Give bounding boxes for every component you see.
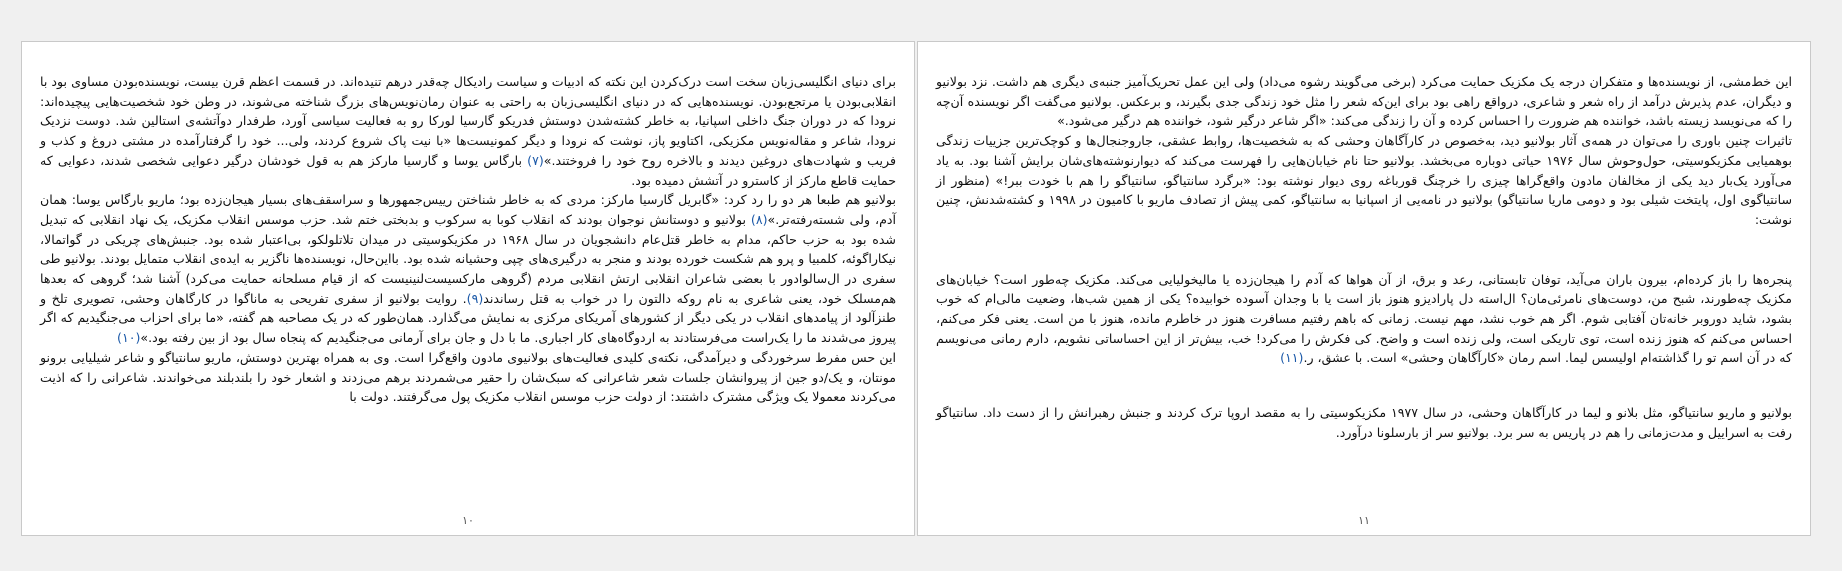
footnote-ref-8[interactable]: (۸) [750, 211, 768, 227]
footnote-ref-9[interactable]: (۹) [466, 290, 484, 306]
paragraph: این خط‌مشی، از نویسنده‌ها و متفکران درجه یک مکزیک حمایت می‌کرد (برخی می‌گویند رشوه می‌داد) ولی این عمل تحریک‌آمیز جنبه‌ی دیگری هم داشت. نزد بولانیو و دیگران، عدم پذیرش درآمد از راه شعر و شاعری، درواقع راهی بود برای این‌که شعر را مثل خود زندگی جدی بگیرند، و برعکس. بولانیو می‌گفت اگر نویسنده آن‌چه را که می‌نویسد زیسته باشد، خواننده هم ضرورت را احساس کرده و آن را زندگی می‌کند: «اگر شاعر درگیر شود، خواننده هم درگیر می‌شود.» [936, 74, 1792, 129]
paragraph: برای دنیای انگلیسی‌زبان سخت است درک‌کردن این نکته که ادبیات و سیاست رادیکال چه‌قدر درهم تنیده‌اند. در قسمت اعظم قرن بیست، نویسنده‌بودن مساوی بود با انقلابی‌بودن یا مرتجع‌بودن. نویسنده‌هایی که در دنیای انگلیسی‌زبان به راحتی به عنوان رمان‌نویس‌های بزرگ شناخته می‌شوند، در وطن خود شخصیت‌هایی پیچیده‌اند: نرودا که در دوران جنگ داخلی اسپانیا، به خاطر کشته‌شدن دوستش فدریکو گارسیا لورکا رو به فعالیت سیاسی آورد، طرفدار دوآتشه‌ی استالین شد. دوست نزدیک نرودا، شاعر و مقاله‌نویس مکزیکی، اکتاویو پاز، نوشت که نرودا و دیگر کمونیست‌ها «با نیت پاک شروع کردند، ولی... خود را گرفتارآمده در مشتی دروغ و کذب و فریب و شهادت‌های دروغین دیدند و بالاخره روح خود را فروختند.»(۷) بارگاس یوسا و گارسیا مارکز هم به قول خودشان درگیر دعوایی شخصی شدند، دعوایی که حمایت قاطع مارکز از کاسترو در آتشش دمیده بود. [40, 74, 897, 188]
paragraph: این حس مفرط سرخوردگی و دیرآمدگی، نکته‌ی کلیدی فعالیت‌های بولانیوی مادون واقع‌گرا است. وی به همراه بهترین دوستش، ماریو سانتیاگو و شاعر شیلیایی برونو مونتان، و یک/دو جین از پیروانشان جلسات شعر شاعرانی که سبک‌شان را حقیر می‌شمردند برهم می‌زدند و اشعار خود را بلندبلند می‌خواندند. شاعرانی را که اذیت می‌کردند معمولا یک ویژگی مشترک داشتند: از دولت حزب موسس انقلاب مکزیک پول می‌گرفتند. دولت با [40, 349, 896, 405]
page-10 [21, 41, 915, 536]
footnote-ref-7[interactable]: (۷) [527, 152, 544, 168]
paragraph: بولانیو و ماریو سانتیاگو، مثل بلانو و لیما در کارآگاهان وحشی، در سال ۱۹۷۷ مکزیکوسیتی را به مقصد اروپا ترک کردند و جنبش رهبرانش را از دست داد. سانتیاگو رفت به اسراییل و مدت‌زمانی را هم در پاریس به سر برد. بولانیو سر از بارسلونا درآورد. [936, 405, 1792, 440]
paragraph: تاثیرات چنین باوری را می‌توان در همه‌ی آثار بولانیو دید، به‌خصوص در کارآگاهان وحشی که به شخصیت‌ها، روابط عشقی، جاروجنجال‌ها و کوچک‌ترین جزییات زندگی بوهمیایی مکزیکوسیتی، حول‌وحوش سال ۱۹۷۶ حیاتی دوباره می‌بخشد. بولانیو حتا نام خیابان‌هایی را فهرست می‌کند که دیوارنوشته‌های‌شان برایش آشنا بود. به یاد می‌آورد یک‌بار دید یکی از مخالفان مادون واقع‌گراها چیزی را خرچنگ قورباغه روی دیوار نوشته بود: «برگرد سانتیاگو، سانتیاگو را هم با خودت ببر!» (منظور از سانتیاگوی اول، پایتخت شیلی بود و دومی ماریا سانتیاگو) بولانیو در نامه‌یی از اسپانیا به سانتیاگو، کمی پیش از تصادف ماریو با کامیون در ۱۹۹۸ و کشته‌شدنش، چنین نوشت: [936, 133, 1792, 227]
footnote-ref-10[interactable]: (۱۰) [117, 330, 141, 346]
page-11 [917, 41, 1811, 536]
page-number: ۱۱ [1358, 514, 1370, 527]
page-number: ۱۰ [462, 514, 474, 527]
page-10-text [40, 72, 896, 407]
footnote-ref-11[interactable]: (۱۱) [1280, 350, 1304, 366]
block-quote: پنجره‌ها را باز کرده‌ام، بیرون باران می‌آید، توفان تابستانی، رعد و برق، از آن هواها که آدم را هیجان‌زده یا مالیخولیایی می‌کند. مکزیک چه‌طور است؟ خیابان‌های مکزیک چه‌طورند، شبح من، دوست‌های نامرئی‌مان؟ ال‌استه دل پارادیزو هنوز باز است یا با وجدان آسوده خوابیده؟ یکی از همین شب‌ها، وضعیت مالی‌ام که خوب بشود، شاید دوروبر خانه‌تان آفتابی شوم. اگر هم خوب نشد، مهم نیست. زمانی که باهم رفتیم مسافرت هنوز در خاطرم مانده، هنوز با من است. یعنی فکر می‌کنم، احساس می‌کنم که هنوز زنده است، توی تاریکی است، ولی زنده است و واضح. کی فکرش را می‌کرد! خب، بیش‌تر از این احساساتی نشویم، دارم رمانی می‌نویسم که در آن اسم تو را گذاشته‌ام اولیسس لیما. اسم رمان «کارآگاهان وحشی» است. با عشق، ر.(۱۱) [936, 271, 1792, 366]
paragraph: بولانیو هم طبعا هر دو را رد کرد: «گابریل گارسیا مارکز: مردی که به خاطر شناختن رییس‌جمهورها و سراسقف‌های بسیار هیجان‌زده بود؛ ماریو بارگاس یوسا: همان آدم، ولی شسته‌رفته‌تر.»(۸) بولانیو و دوستانش نوجوان بودند که انقلاب کوبا به سرکوب و بدبختی ختم شد. حزب موسس انقلاب مکزیک، یک نهاد انقلابی که تبدیل شده بود به حزب حاکم، مدام به خاطر قتل‌عام دانشجویان در سال ۱۹۶۸ در مکزیکوسیتی در میدان تلاتلولکو، بی‌اعتبار شده بود. جنبش‌های چریکی در گواتمالا، نیکاراگوئه، کلمبیا و پرو هم شکست خورده بودند و منجر به درگیری‌های چپی وحشیانه شده بود. بااین‌حال، نویسنده‌ها ناگزیر به ایده‌ی انقلاب متمایل بودند. بولانیو طی سفری در ال‌سالوادور با بعضی شاعران انقلابی ارتش انقلابی مردم (گروهی مارکسیست‌لنینیست که از قیام مسلحانه حمایت می‌کرد) آشنا شد؛ گروهی که بعدها هم‌مسلک خود، یعنی شاعری به نام روکه دالتون را در خواب به قتل رساندند(۹). روایت بولانیو از سفری تفریحی به ماناگوا در کارگاهان وحشی، تصویری تلخ و طنزآلود از پیامدهای انقلاب در یکی دیگر از کشورهای آمریکای مرکزی به نمایش می‌گذارد. همان‌طور که در یک مصاحبه هم گفته، «ما برای احزاب می‌جنگیدیم که اگر پیروز می‌شدند ما را یک‌راست می‌فرستادند به اردوگاه‌های کار اجباری. ما با دل و جان برای آرمانی می‌جنگیدیم که پنجاه سال بود از بین رفته بود.»(۱۰) [40, 192, 896, 346]
page-11-text [936, 72, 1792, 443]
